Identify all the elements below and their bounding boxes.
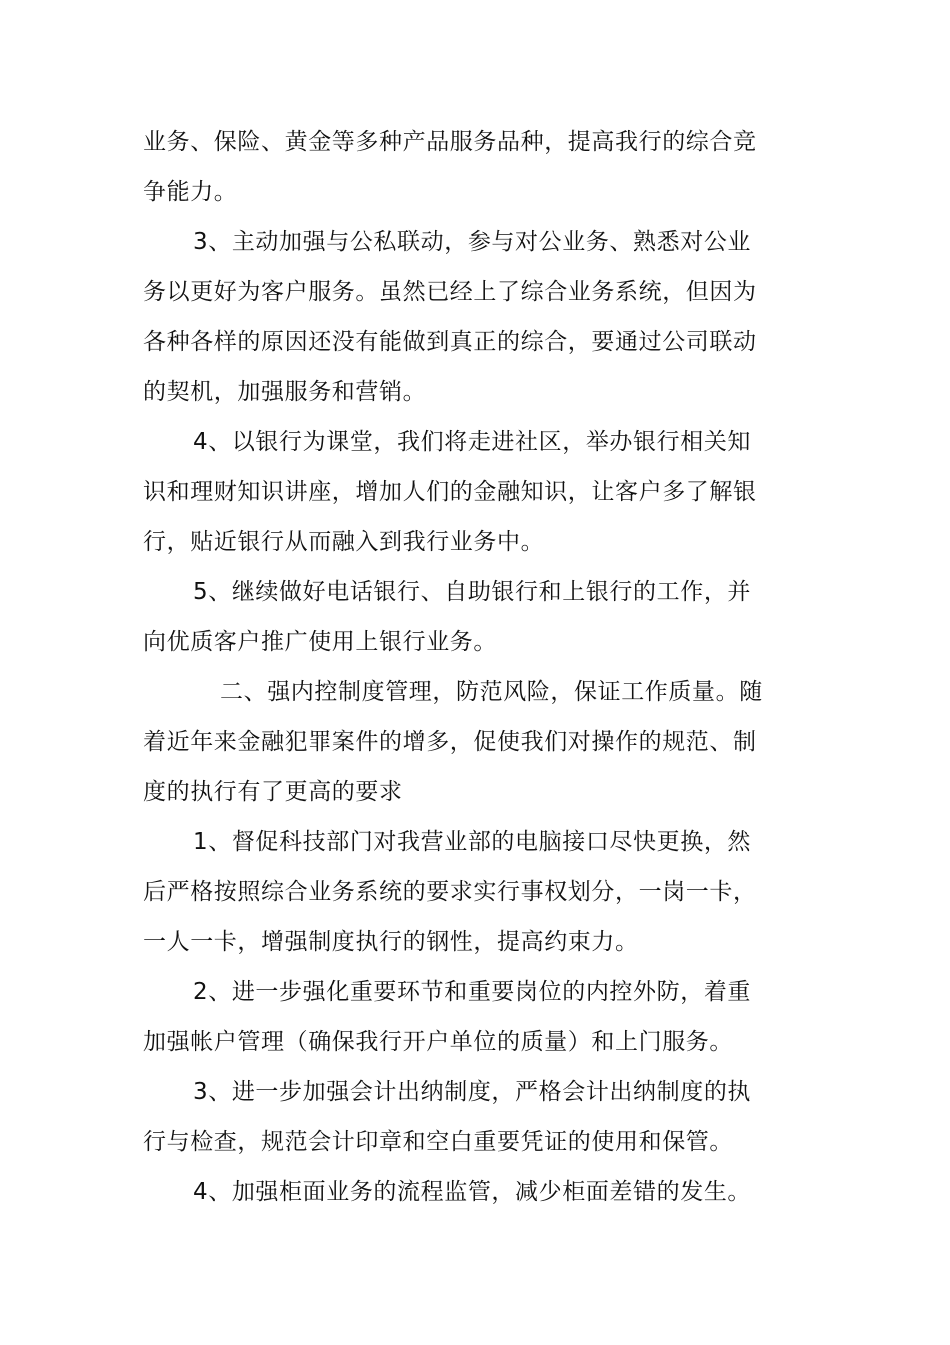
- text-line: 识和理财知识讲座，增加人们的金融知识，让客户多了解银: [143, 479, 757, 505]
- text-line: 业务、保险、黄金等多种产品服务品种，提高我行的综合竞: [143, 129, 757, 155]
- text-line: 加强帐户管理（确保我行开户单位的质量）和上门服务。: [143, 1029, 733, 1055]
- text-line: 度的执行有了更高的要求: [143, 779, 403, 805]
- text-line: 后严格按照综合业务系统的要求实行事权划分，一岗一卡，: [143, 879, 757, 905]
- text-line: 向优质客户推广使用上银行业务。: [143, 629, 497, 655]
- text-line: 1、督促科技部门对我营业部的电脑接口尽快更换，然: [193, 829, 752, 855]
- text-line: 一人一卡，增强制度执行的钢性，提高约束力。: [143, 929, 639, 955]
- text-line: 3、主动加强与公私联动，参与对公业务、熟悉对公业: [193, 229, 752, 255]
- text-line: 各种各样的原因还没有能做到真正的综合，要通过公司联动: [143, 329, 757, 355]
- text-line: 行与检查，规范会计印章和空白重要凭证的使用和保管。: [143, 1129, 733, 1155]
- text-line: 5、继续做好电话银行、自助银行和上银行的工作，并: [193, 579, 752, 605]
- text-line: 2、进一步强化重要环节和重要岗位的内控外防，着重: [193, 979, 752, 1005]
- text-line: 4、以银行为课堂，我们将走进社区，举办银行相关知: [193, 429, 752, 455]
- text-line: 行，贴近银行从而融入到我行业务中。: [143, 529, 545, 555]
- section-heading: 二、强内控制度管理，防范风险，保证工作质量。随: [220, 679, 763, 705]
- text-line: 3、进一步加强会计出纳制度，严格会计出纳制度的执: [193, 1079, 752, 1105]
- text-line: 着近年来金融犯罪案件的增多，促使我们对操作的规范、制: [143, 729, 757, 755]
- text-line: 4、加强柜面业务的流程监管，减少柜面差错的发生。: [193, 1179, 752, 1205]
- text-line: 的契机，加强服务和营销。: [143, 379, 427, 405]
- text-line: 争能力。: [143, 179, 238, 205]
- text-line: 务以更好为客户服务。虽然已经上了综合业务系统，但因为: [143, 279, 757, 305]
